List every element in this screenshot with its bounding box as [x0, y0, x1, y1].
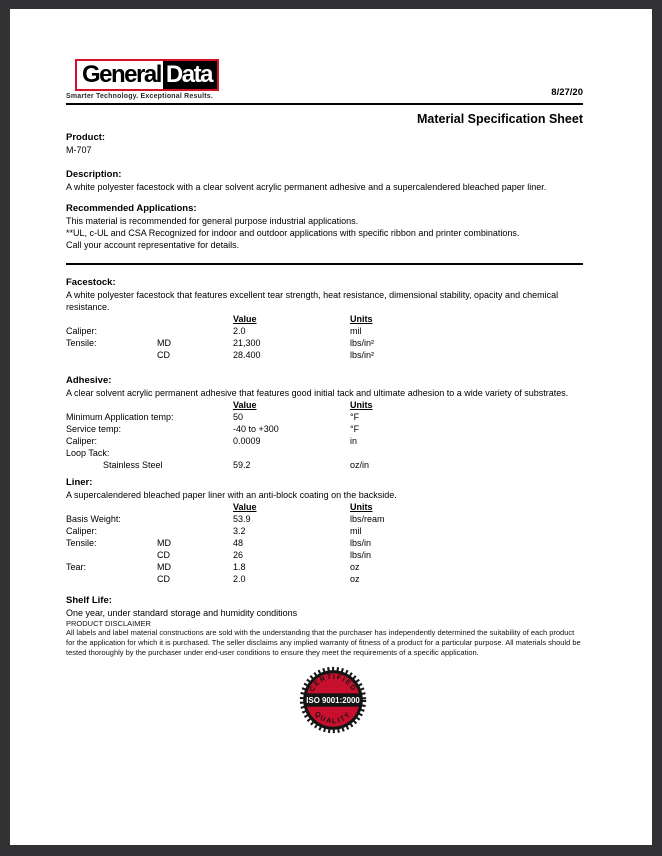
- page-title: Material Specification Sheet: [416, 112, 583, 126]
- applications-line-3: Call your account representative for details.: [66, 240, 240, 250]
- section-description: [66, 169, 583, 193]
- date-label: 8/27/20: [551, 87, 583, 98]
- spec-label: [66, 573, 157, 585]
- table-row: [66, 337, 583, 349]
- disclaimer-text: All labels and label material constructions are sold with the understanding that the purchaser has independently determined the suitability of each product for the application for which it is purchased. The seller disclaims any implied warranty of fitness of a product for a particular purpose. All materials should be tested thoroughly by the purchaser under end-user conditions to ensure they meet the requirements of a specific application.: [66, 628, 581, 657]
- spec-sublabel: [157, 435, 233, 447]
- logo-text-general: General: [77, 61, 163, 89]
- table-row: [66, 573, 583, 585]
- spec-units: lbs/in: [350, 550, 372, 560]
- spec-label: Caliper:: [66, 326, 98, 336]
- section-product: [66, 132, 583, 156]
- document-header: [66, 59, 583, 100]
- seal-top-text: CERTIFIED: [308, 673, 357, 694]
- adhesive-table-header: [66, 399, 583, 411]
- spec-label: Tensile:: [66, 538, 97, 548]
- liner-table-header: [66, 501, 583, 513]
- column-header-units: Units: [350, 400, 373, 410]
- seal-band-text: ISO 9001:2000: [305, 695, 360, 705]
- disclaimer-heading: PRODUCT DISCLAIMER: [66, 619, 151, 628]
- spec-units: oz: [350, 562, 360, 572]
- spec-sublabel: [157, 325, 233, 337]
- column-header-value: Value: [233, 400, 257, 410]
- facestock-heading: Facestock:: [66, 277, 116, 288]
- spec-value: 3.2: [233, 526, 246, 536]
- liner-heading: Liner:: [66, 477, 93, 488]
- spec-label: [66, 549, 157, 561]
- spec-sublabel: [157, 447, 233, 459]
- spec-label: Caliper:: [66, 436, 98, 446]
- spec-units: °F: [350, 424, 360, 434]
- table-row: [66, 435, 583, 447]
- spec-units: °F: [350, 412, 360, 422]
- spec-units: oz: [350, 574, 360, 584]
- applications-line-1: This material is recommended for general purpose industrial applications.: [66, 216, 359, 226]
- table-row: [66, 447, 583, 459]
- spec-units: [350, 447, 583, 459]
- liner-description: A supercalendered bleached paper liner with an anti-block coating on the backside.: [66, 490, 397, 500]
- spec-value: 2.0: [233, 326, 246, 336]
- spec-units: mil: [350, 326, 362, 336]
- spec-value: -40 to +300: [233, 424, 279, 434]
- table-row: [66, 537, 583, 549]
- logo-text-data: Data: [163, 61, 217, 89]
- spec-sublabel: CD: [157, 574, 170, 584]
- spec-units: lbs/in: [350, 538, 372, 548]
- spec-sublabel: MD: [157, 562, 171, 572]
- section-facestock: [66, 277, 583, 361]
- facestock-table-header: [66, 313, 583, 325]
- spec-value: 26: [233, 550, 244, 560]
- spec-units: lbs/in²: [350, 350, 375, 360]
- spec-units: lbs/in²: [350, 338, 375, 348]
- spec-label: Caliper:: [66, 526, 98, 536]
- spec-label: Tear:: [66, 562, 87, 572]
- spec-sublabel: [157, 411, 233, 423]
- spec-label: Minimum Application temp:: [66, 412, 174, 422]
- section-adhesive: [66, 375, 583, 471]
- spec-units: in: [350, 436, 358, 446]
- spec-sublabel: [157, 513, 233, 525]
- spec-label: [66, 349, 157, 361]
- spec-value: 28.400: [233, 350, 261, 360]
- spec-value: 0.0009: [233, 436, 261, 446]
- adhesive-heading: Adhesive:: [66, 375, 112, 386]
- facestock-description: A white polyester facestock that features excellent tear strength, heat resistance, dimensional stability, opacity and chemical resistance.: [66, 290, 559, 312]
- table-row: [66, 411, 583, 423]
- column-header-value: Value: [233, 314, 257, 324]
- product-heading: Product:: [66, 132, 106, 143]
- section-applications: [66, 203, 583, 251]
- column-header-units: Units: [350, 314, 373, 324]
- logo-block: [66, 59, 219, 100]
- spec-label: Stainless Steel: [103, 460, 163, 470]
- description-heading: Description:: [66, 169, 122, 180]
- shelf-life-heading: Shelf Life:: [66, 595, 112, 606]
- table-row: [66, 513, 583, 525]
- column-header-value: Value: [233, 502, 257, 512]
- logo-tagline: Smarter Technology. Exceptional Results.: [66, 93, 213, 100]
- spec-sublabel: [157, 525, 233, 537]
- spec-value: 2.0: [233, 574, 246, 584]
- product-value: M-707: [66, 145, 92, 155]
- shelf-life-text: One year, under standard storage and humidity conditions: [66, 608, 298, 618]
- spec-value: 53.9: [233, 514, 251, 524]
- spec-units: mil: [350, 526, 362, 536]
- section-shelf-life: [66, 595, 583, 658]
- spec-value: 50: [233, 412, 244, 422]
- document-page: [10, 9, 652, 845]
- spec-value: 21,300: [233, 338, 261, 348]
- table-row: [66, 561, 583, 573]
- spec-sublabel: CD: [157, 350, 170, 360]
- spec-units: oz/in: [350, 460, 370, 470]
- iso-certified-seal-icon: [297, 664, 369, 736]
- spec-value: 48: [233, 538, 244, 548]
- general-data-logo: [75, 59, 219, 91]
- spec-label: Loop Tack:: [66, 448, 110, 458]
- table-row: [66, 325, 583, 337]
- table-row: [66, 349, 583, 361]
- spec-label: Service temp:: [66, 424, 122, 434]
- adhesive-description: A clear solvent acrylic permanent adhesive that features good initial tack and ultimate adhesion to a wide variety of substrates.: [66, 388, 569, 398]
- spec-label: Tensile:: [66, 338, 97, 348]
- column-header-units: Units: [350, 502, 373, 512]
- spec-value: 1.8: [233, 562, 246, 572]
- table-row: [66, 423, 583, 435]
- spec-sublabel: MD: [157, 338, 171, 348]
- spec-sublabel: CD: [157, 550, 170, 560]
- applications-line-2: **UL, c-UL and CSA Recognized for indoor and outdoor applications with specific ribbon and printer combinations.: [66, 228, 520, 238]
- header-divider: [66, 103, 583, 105]
- spec-value: 59.2: [233, 460, 251, 470]
- seal-bottom-text: QUALITY: [312, 710, 353, 726]
- table-row: [66, 459, 583, 471]
- seal-container: [74, 664, 591, 741]
- spec-value: [233, 447, 350, 459]
- section-divider: [66, 263, 583, 265]
- table-row: [66, 549, 583, 561]
- spec-sublabel: [157, 423, 233, 435]
- table-row: [66, 525, 583, 537]
- spec-units: lbs/ream: [350, 514, 385, 524]
- section-liner: [66, 477, 583, 585]
- spec-sublabel: MD: [157, 538, 171, 548]
- spec-label: Basis Weight:: [66, 514, 121, 524]
- applications-heading: Recommended Applications:: [66, 203, 197, 214]
- description-text: A white polyester facestock with a clear solvent acrylic permanent adhesive and a supercalendered bleached paper liner.: [66, 182, 547, 192]
